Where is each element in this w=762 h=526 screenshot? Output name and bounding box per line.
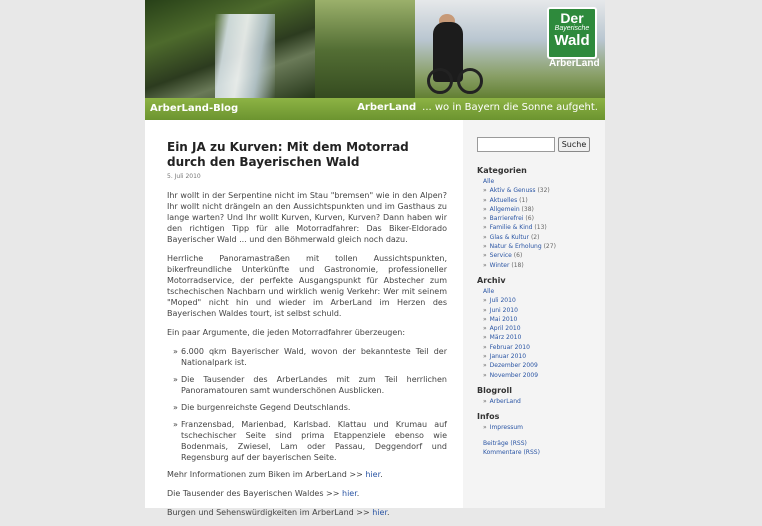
period: .	[387, 508, 390, 517]
more-info-line	[167, 488, 447, 499]
list-item	[483, 361, 601, 370]
category-link[interactable]: Barrierefrei	[489, 215, 524, 223]
categories-all	[483, 177, 601, 186]
period: .	[356, 489, 360, 498]
argument-list	[173, 346, 447, 463]
waterfall	[215, 14, 275, 100]
waterfall-photo	[145, 0, 315, 100]
site-header	[145, 0, 605, 120]
list-item: » Die burgenreichste Gegend Deutschlands.	[173, 402, 447, 413]
logo-region: ArberLand	[549, 58, 600, 69]
bullet-icon: »	[483, 252, 487, 260]
rss-comments-link[interactable]: Kommentare (RSS)	[483, 448, 540, 456]
category-link[interactable]: Glas & Kultur	[489, 233, 530, 241]
post-paragraph: Ein paar Argumente, die jeden Motorradfahrer überzeugen:	[167, 328, 406, 337]
infos-title: Infos	[477, 412, 500, 422]
header-banner	[145, 0, 605, 100]
bullet-icon: »	[483, 325, 487, 333]
bullet-icon: »	[483, 334, 487, 342]
bullet-icon: »	[483, 187, 487, 195]
list-item: » Franzensbad, Marienbad, Karlsbad. Klattau und Krumau auf tschechischer Seite sind prima Etappenziele ebenso wie Bodenmais, Zwiesel, Lam oder Passau, Deggendorf und Regensburg auf der bayerischen Seite.	[173, 419, 447, 463]
rss-comments	[483, 448, 601, 457]
list-item	[483, 315, 601, 324]
category-link[interactable]: Natur & Erholung	[489, 243, 542, 251]
archive-link[interactable]: Juli 2010	[489, 297, 516, 305]
list-item	[483, 205, 601, 214]
list-item	[483, 296, 601, 305]
sidebar-widgets	[477, 166, 601, 457]
rss-posts	[483, 439, 601, 448]
category-count: (32)	[537, 187, 550, 195]
bullet-icon: »	[483, 215, 487, 223]
bullet-icon: »	[483, 233, 487, 241]
hiker-photo	[315, 0, 415, 100]
more-info-link[interactable]: hier	[365, 470, 381, 479]
bullet-icon: »	[483, 353, 487, 361]
period: .	[380, 470, 383, 479]
categories-list	[483, 186, 601, 270]
category-link[interactable]: Aktuelles	[489, 196, 518, 204]
categories-title: Kategorien	[477, 166, 527, 175]
post-title[interactable]: Ein JA zu Kurven: Mit dem Motorrad durch den Bayerischen Wald	[167, 140, 409, 169]
category-count: (1)	[519, 196, 528, 204]
archive-link[interactable]: Dezember 2009	[489, 362, 538, 370]
list-item	[483, 343, 601, 352]
bullet-icon: »	[483, 196, 487, 204]
more-info-text: Mehr Informationen zum Biken im ArberLand >>	[167, 470, 366, 479]
category-count: (2)	[530, 233, 540, 241]
infos-list	[483, 423, 601, 432]
archive-link[interactable]: Februar 2010	[489, 343, 530, 351]
bullet-icon: »	[483, 424, 487, 432]
more-info-line	[167, 469, 447, 480]
impressum-link[interactable]: Impressum	[489, 424, 524, 432]
category-count: (6)	[525, 215, 534, 223]
blogroll-list	[483, 397, 601, 406]
archive-list	[483, 296, 601, 380]
category-link[interactable]: Allgemein	[489, 205, 520, 213]
post-date: 5. Juli 2010	[167, 173, 201, 180]
list-item	[483, 371, 601, 380]
category-count: (38)	[521, 205, 534, 213]
more-info-link[interactable]: hier	[372, 508, 388, 517]
bullet-icon: »	[483, 397, 487, 405]
bullet-icon: »	[483, 306, 487, 314]
list-item	[483, 233, 601, 242]
logo-text-der: Der	[560, 10, 584, 26]
archive-link[interactable]: Januar 2010	[489, 353, 527, 361]
blogroll-title: Blogroll	[477, 385, 512, 395]
bullet-icon: »	[483, 343, 487, 351]
categories-all-link[interactable]: Alle	[483, 178, 495, 185]
search-button[interactable]: Suche	[558, 137, 590, 152]
list-item	[483, 306, 601, 315]
category-count: (27)	[543, 243, 556, 251]
list-item	[483, 352, 601, 361]
category-count: (6)	[513, 252, 523, 260]
list-item: » 6.000 qkm Bayerischer Wald, wovon der bekannteste Teil der Nationalpark ist.	[173, 346, 447, 368]
post-content	[167, 140, 447, 526]
bullet-icon: »	[483, 205, 487, 213]
tagline	[357, 102, 598, 113]
logo-text-bayerische: Bayerische	[554, 25, 590, 32]
more-info-text: Burgen und Sehenswürdigkeiten im ArberLand >>	[167, 508, 373, 517]
search-form	[477, 137, 590, 152]
list-item	[483, 423, 601, 432]
bullet-icon: »	[483, 315, 487, 323]
bullet-icon: »	[483, 224, 487, 232]
archive-title: Archiv	[477, 275, 506, 285]
list-item	[483, 397, 601, 406]
archive-link[interactable]: April 2010	[489, 325, 521, 333]
list-item	[483, 196, 601, 205]
bike-wheel	[427, 68, 453, 94]
list-item	[483, 261, 601, 270]
rss-posts-link[interactable]: Beiträge (RSS)	[483, 439, 527, 447]
blog-title[interactable]: ArberLand-Blog	[150, 103, 239, 114]
list-item	[483, 214, 601, 223]
category-link[interactable]: Service	[489, 252, 512, 260]
bullet-icon: »	[483, 371, 487, 379]
list-item	[483, 251, 601, 260]
tagline-text: ... wo in Bayern die Sonne aufgeht.	[422, 102, 598, 113]
more-info-link[interactable]: hier	[342, 489, 357, 498]
logo-text-wald: Wald	[554, 32, 590, 49]
bullet-icon: »	[483, 362, 487, 370]
search-input[interactable]	[477, 137, 555, 152]
archive-link[interactable]: November 2009	[489, 371, 539, 379]
more-info-line	[167, 507, 447, 518]
category-count: (13)	[534, 224, 547, 232]
list-item	[483, 223, 601, 232]
category-link[interactable]: Aktiv & Genuss	[489, 187, 536, 195]
post-paragraph: Herrliche Panoramastraßen mit tollen Aussichtspunkten, bikerfreundliche Unterkünfte und Gastronomie, professioneller Motorradservice, der perfekte Ausgangspunkt für Abstecher zum tschechischen Nachbarn und wirklich wenig Verkehr: Wer mit seinem "Moped" nicht hin und wieder im ArberLand im Herzen des Bayerischen Waldes tourt, ist selbst schuld.	[167, 254, 447, 318]
category-link[interactable]: Familie & Kind	[489, 224, 533, 232]
page	[145, 0, 605, 517]
tagline-brand: ArberLand	[357, 102, 417, 113]
list-item	[483, 242, 601, 251]
category-count: (18)	[511, 261, 524, 269]
list-item	[483, 186, 601, 195]
archive-link[interactable]: März 2010	[489, 334, 522, 342]
bullet-icon: »	[483, 243, 487, 251]
archive-link[interactable]: Mai 2010	[489, 315, 518, 323]
blogroll-link[interactable]: ArberLand	[489, 397, 521, 405]
archive-all-link[interactable]: Alle	[483, 287, 495, 295]
post-paragraph: Ihr wollt in der Serpentine nicht im Stau "bremsen" wie in den Alpen? Ihr wollt nicht drängeln an den Aussichtspunkten und im Gasthaus zu lange warten? Und Ihr wollt Kurven, Kurven, Kurven? Dann haben wir den richtigen Tipp für alle Motorradfahrer: Das Biker-Eldorado Bayerischer Wald ... und den Böhmerwald gleich noch dazu.	[167, 191, 447, 244]
bike-wheel	[457, 68, 483, 94]
archive-all	[483, 287, 601, 296]
list-item	[483, 324, 601, 333]
list-item: » Die Tausender des ArberLandes mit zum Teil herrlichen Panoramatouren samt wunderschönen Ausblicken.	[173, 374, 447, 396]
bullet-icon: »	[483, 297, 487, 305]
bayerischer-wald-logo[interactable]	[547, 7, 597, 59]
bullet-icon: »	[483, 261, 487, 269]
list-item	[483, 333, 601, 342]
archive-link[interactable]: Juni 2010	[489, 306, 518, 314]
sidebar	[463, 120, 605, 508]
more-info-text: Die Tausender des Bayerischen Waldes >>	[167, 489, 342, 498]
category-link[interactable]: Winter	[489, 261, 510, 269]
